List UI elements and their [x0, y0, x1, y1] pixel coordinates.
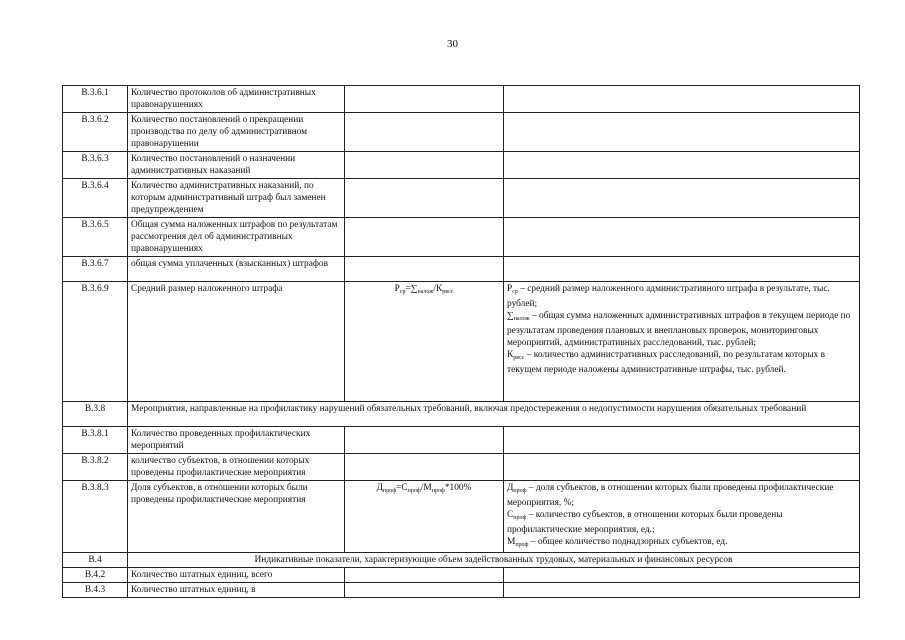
formula-b-sub: проф: [431, 488, 445, 494]
indicator-name: Количество проведенных профилактических мероприятий: [128, 427, 345, 454]
row-code: В.3.8: [63, 402, 128, 427]
table-row: [63, 583, 860, 598]
row-code: В.4.3: [63, 583, 128, 598]
legend-symbol-sub: проф: [515, 542, 529, 548]
legend-symbol-sub: налож: [513, 316, 530, 322]
formula-lhs: Д: [376, 483, 383, 493]
row-code: В.3.6.1: [63, 86, 128, 113]
formula-a-sub: проф: [407, 488, 421, 494]
legend-item: [507, 349, 856, 376]
indicator-name: Количество административных наказаний, по которым административный штраф был заменен предупреждением: [128, 179, 345, 218]
legend-text: – общая сумма наложенных административных штрафов в текущем периоде по результатам проведения плановых и внеплановых проверок, мониторинговых мероприятий, административных расследований, тыс. рублей;: [507, 311, 851, 348]
indicator-name: Доля субъектов, в отношении которых были проведены профилактические мероприятия: [128, 481, 345, 553]
formula-tail: *100%: [444, 483, 472, 493]
legend-text: – общее количество поднадзорных субъектов, ед.: [528, 537, 728, 547]
formula-cell: [345, 427, 504, 454]
legend-cell: [504, 86, 860, 113]
indicator-name: количество субъектов, в отношении которых проведены профилактические мероприятия: [128, 454, 345, 481]
legend-cell: [504, 568, 860, 583]
legend-symbol: ∑: [507, 311, 514, 321]
formula-cell: [345, 152, 504, 179]
row-code: В.3.8.2: [63, 454, 128, 481]
legend-cell: [504, 454, 860, 481]
row-code: В.3.8.1: [63, 427, 128, 454]
table-row: [63, 257, 860, 282]
table-row: [63, 481, 860, 553]
row-code: В.3.6.3: [63, 152, 128, 179]
legend-text: – количество субъектов, в отношении которых были проведены профилактические мероприятия, ед.;: [507, 510, 783, 535]
formula-b-sub: рвсс: [442, 289, 454, 295]
formula-div: /К: [433, 284, 443, 294]
formula-cell: [345, 568, 504, 583]
legend-symbol-sub: проф: [513, 488, 527, 494]
section-title: Мероприятия, направленные на профилактику нарушений обязательных требований, включая предостережения о недопустимости нарушения обязательных требований: [128, 402, 860, 427]
legend-symbol-sub: ср: [512, 289, 518, 295]
legend-cell: [504, 583, 860, 598]
legend-symbol-sub: проф: [513, 515, 527, 521]
table-row: [63, 86, 860, 113]
section-row: [63, 402, 860, 427]
page-number: 30: [447, 38, 458, 50]
legend-text: – количество административных расследований, по результатам которых в текущем периоде наложены административные штрафы, тыс. рублей.: [507, 350, 826, 375]
formula-cell: [345, 282, 504, 402]
indicator-name: Количество постановлений о прекращении производства по делу об административном правонарушении: [128, 113, 345, 152]
indicator-name: Количество штатных единиц, в: [128, 583, 345, 598]
legend-cell: [504, 113, 860, 152]
formula-cell: [345, 86, 504, 113]
table-row: [63, 113, 860, 152]
section-title: Индикативные показатели, характеризующие объем задействованных трудовых, материальных и финансовых ресурсов: [128, 553, 860, 568]
row-code: В.3.6.7: [63, 257, 128, 282]
formula-cell: [345, 481, 504, 553]
table-row: [63, 152, 860, 179]
legend-text: – доля субъектов, в отношении которых были проведены профилактические мероприятия, %;: [507, 483, 834, 508]
formula-cell: [345, 179, 504, 218]
legend-symbol: К: [507, 350, 514, 360]
formula-cell: [345, 113, 504, 152]
legend-cell: [504, 152, 860, 179]
row-code: В.4: [63, 553, 128, 568]
indicator-name: Общая сумма наложенных штрафов по результатам рассмотрения дел об административных правонарушениях: [128, 218, 345, 257]
indicator-name: Количество постановлений о назначении административных наказаний: [128, 152, 345, 179]
row-code: В.3.6.5: [63, 218, 128, 257]
table-row: [63, 427, 860, 454]
formula-eq: =∑: [405, 284, 418, 294]
row-code: В.3.6.9: [63, 282, 128, 402]
legend-cell: [504, 218, 860, 257]
legend-symbol: М: [507, 537, 516, 547]
legend-symbol: Р: [507, 284, 513, 294]
row-code: В.3.8.3: [63, 481, 128, 553]
legend-cell: [504, 257, 860, 282]
formula-cell: [345, 257, 504, 282]
section-row: [63, 553, 860, 568]
row-code: В.3.6.4: [63, 179, 128, 218]
legend-item: [507, 509, 856, 536]
legend-cell: [504, 481, 860, 553]
table-row: [63, 454, 860, 481]
indicator-name: Средний размер наложенного штрафа: [128, 282, 345, 402]
indicator-name: общая сумма уплаченных (взысканных) штрафов: [128, 257, 345, 282]
legend-cell: [504, 427, 860, 454]
legend-symbol-sub: рвсс: [513, 355, 525, 361]
row-code: В.3.6.2: [63, 113, 128, 152]
legend-cell: [504, 179, 860, 218]
formula-div: /М: [420, 483, 432, 493]
formula-lhs-sub: проф: [383, 488, 397, 494]
legend-cell: [504, 282, 860, 402]
formula-cell: [345, 454, 504, 481]
formula-cell: [345, 218, 504, 257]
legend-item: [507, 482, 856, 509]
formula-a-sub: налож: [417, 289, 434, 295]
legend-symbol: Д: [507, 483, 514, 493]
indicators-table: [62, 85, 860, 598]
table-row: [63, 218, 860, 257]
formula-lhs: Р: [394, 284, 400, 294]
legend-item: [507, 310, 856, 349]
table-row: [63, 179, 860, 218]
legend-item: [507, 283, 856, 310]
table-row: [63, 282, 860, 402]
formula-lhs-sub: ср: [399, 289, 406, 295]
indicators-table-body: [63, 86, 860, 598]
legend-symbol: С: [507, 510, 514, 520]
legend-text: – средний размер наложенного административного штрафа в результате, тыс. рублей;: [507, 284, 830, 309]
table-row: [63, 568, 860, 583]
indicator-name: Количество протоколов об административных правонарушениях: [128, 86, 345, 113]
legend-item: [507, 536, 856, 551]
row-code: В.4.2: [63, 568, 128, 583]
formula-eq: =С: [396, 483, 408, 493]
formula-cell: [345, 583, 504, 598]
indicator-name: Количество штатных единиц, всего: [128, 568, 345, 583]
